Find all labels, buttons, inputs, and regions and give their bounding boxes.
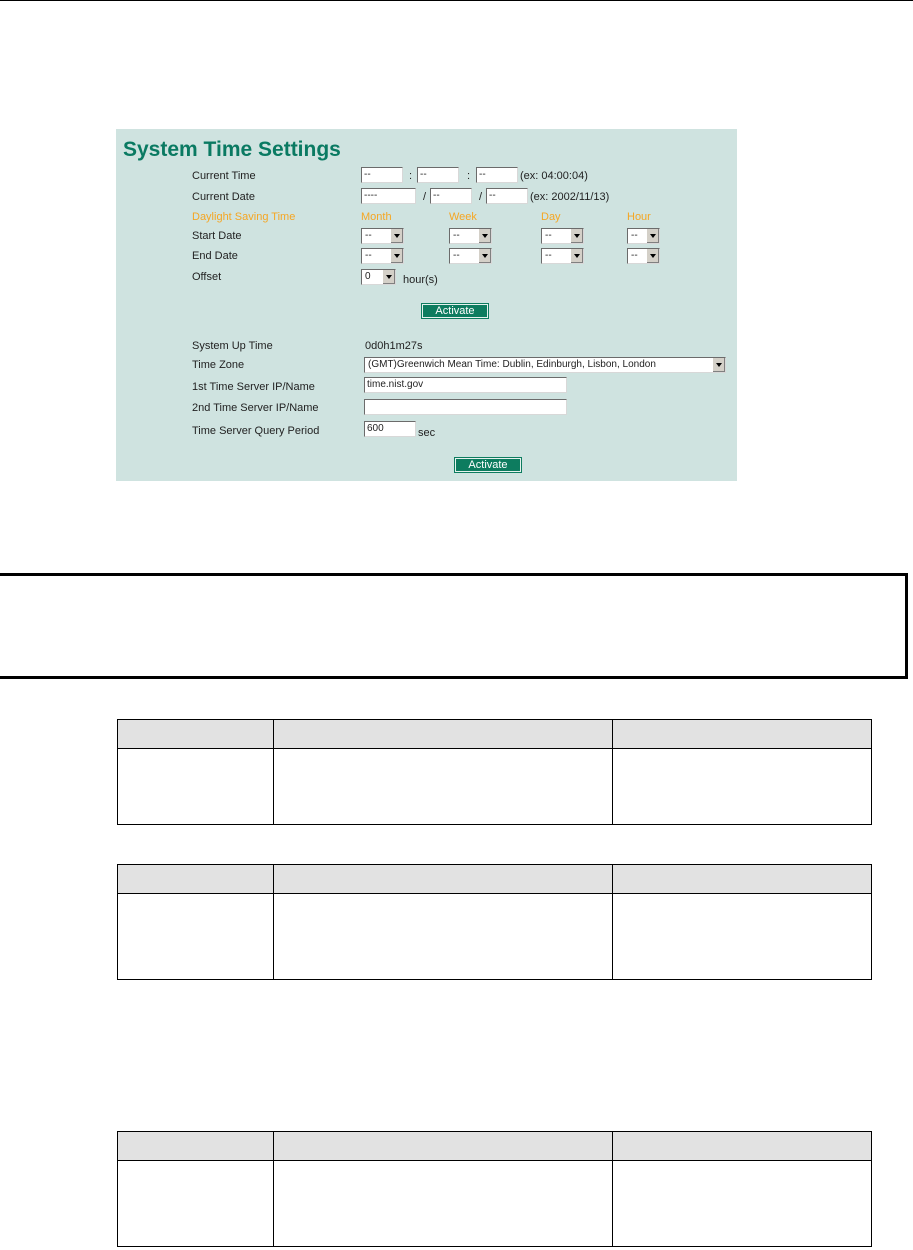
dst-start-hour-select[interactable] [627,228,660,244]
panel-title: System Time Settings [123,138,341,161]
dst-start-day-select[interactable] [541,228,584,244]
table-row [118,1161,872,1247]
table-cell [613,749,872,825]
page-top-rule [0,0,913,1]
current-date-label: Current Date [192,191,255,203]
select-value: (GMT)Greenwich Mean Time: Dublin, Edinburgh, Lisbon, London [368,359,656,370]
current-time-hour-input[interactable]: -- [361,167,403,183]
offset-unit: hour(s) [403,274,438,286]
table-header-cell [118,865,274,894]
select-value: -- [631,230,638,241]
current-date-year-input[interactable]: ---- [361,188,416,204]
dst-week-header: Week [449,211,477,223]
current-date-day-input[interactable]: -- [486,188,528,204]
current-date-month-input[interactable]: -- [430,188,472,204]
offset-label: Offset [192,271,222,283]
current-date-example: (ex: 2002/11/13) [530,191,610,203]
dst-month-header: Month [361,211,392,223]
time-server-2-input[interactable] [364,399,567,415]
table-header-row [118,1132,872,1161]
offset-select[interactable] [361,269,396,285]
time-separator: : [467,170,471,182]
current-time-example: (ex: 04:00:04) [520,170,588,182]
table-header-row [118,865,872,894]
dst-end-hour-select[interactable] [627,248,660,264]
table-cell [613,894,872,980]
table-cell [118,894,274,980]
time-server-2-label: 2nd Time Server IP/Name [192,402,319,414]
table-header-cell [118,1132,274,1161]
table-header-row [118,720,872,749]
select-value: -- [631,250,638,261]
table-cell [118,1161,274,1247]
date-separator: / [423,191,427,203]
table-cell [274,1161,613,1247]
chevron-down-icon [646,249,659,263]
table-header-cell [613,1132,872,1161]
activate-time-server-button[interactable]: Activate [455,458,521,472]
table-header-cell [613,865,872,894]
dst-label: Daylight Saving Time [192,211,296,223]
chevron-down-icon [646,229,659,243]
table-cell [274,894,613,980]
select-value: -- [365,250,372,261]
query-period-input[interactable]: 600 [364,421,416,437]
chevron-down-icon [478,249,491,263]
dst-day-header: Day [541,211,561,223]
dst-start-week-select[interactable] [449,228,492,244]
uptime-value: 0d0h1m27s [365,340,423,352]
select-value: -- [545,230,552,241]
settings-table-2 [117,864,872,980]
time-server-1-input[interactable]: time.nist.gov [364,377,567,393]
chevron-down-icon [570,229,583,243]
dst-end-week-select[interactable] [449,248,492,264]
select-value: -- [453,250,460,261]
uptime-label: System Up Time [192,340,273,352]
dst-start-date-label: Start Date [192,230,242,242]
table-cell [118,749,274,825]
time-server-1-label: 1st Time Server IP/Name [192,381,315,393]
chevron-down-icon [712,358,725,372]
chevron-down-icon [570,249,583,263]
table-header-cell [274,1132,613,1161]
timezone-label: Time Zone [192,359,245,371]
table-row [118,894,872,980]
current-time-minute-input[interactable]: -- [417,167,459,183]
select-value: -- [365,230,372,241]
note-box [0,573,908,679]
dst-start-month-select[interactable] [361,228,404,244]
settings-table-1 [117,719,872,825]
dst-end-date-label: End Date [192,250,238,262]
dst-hour-header: Hour [627,211,651,223]
query-period-label: Time Server Query Period [192,425,320,437]
table-cell [274,749,613,825]
time-separator: : [409,170,413,182]
activate-dst-button[interactable]: Activate [422,304,488,318]
table-cell [613,1161,872,1247]
table-header-cell [274,720,613,749]
table-header-cell [118,720,274,749]
dst-end-month-select[interactable] [361,248,404,264]
chevron-down-icon [478,229,491,243]
current-time-label: Current Time [192,170,256,182]
date-separator: / [479,191,483,203]
chevron-down-icon [390,249,403,263]
timezone-select[interactable] [364,357,726,373]
select-value: 0 [365,271,371,282]
dst-end-day-select[interactable] [541,248,584,264]
query-period-unit: sec [418,427,436,439]
table-header-cell [274,865,613,894]
select-value: -- [453,230,460,241]
chevron-down-icon [382,270,395,284]
system-time-settings-panel [116,129,737,481]
table-header-cell [613,720,872,749]
chevron-down-icon [390,229,403,243]
settings-table-3 [117,1131,872,1247]
table-row [118,749,872,825]
select-value: -- [545,250,552,261]
current-time-second-input[interactable]: -- [476,167,518,183]
